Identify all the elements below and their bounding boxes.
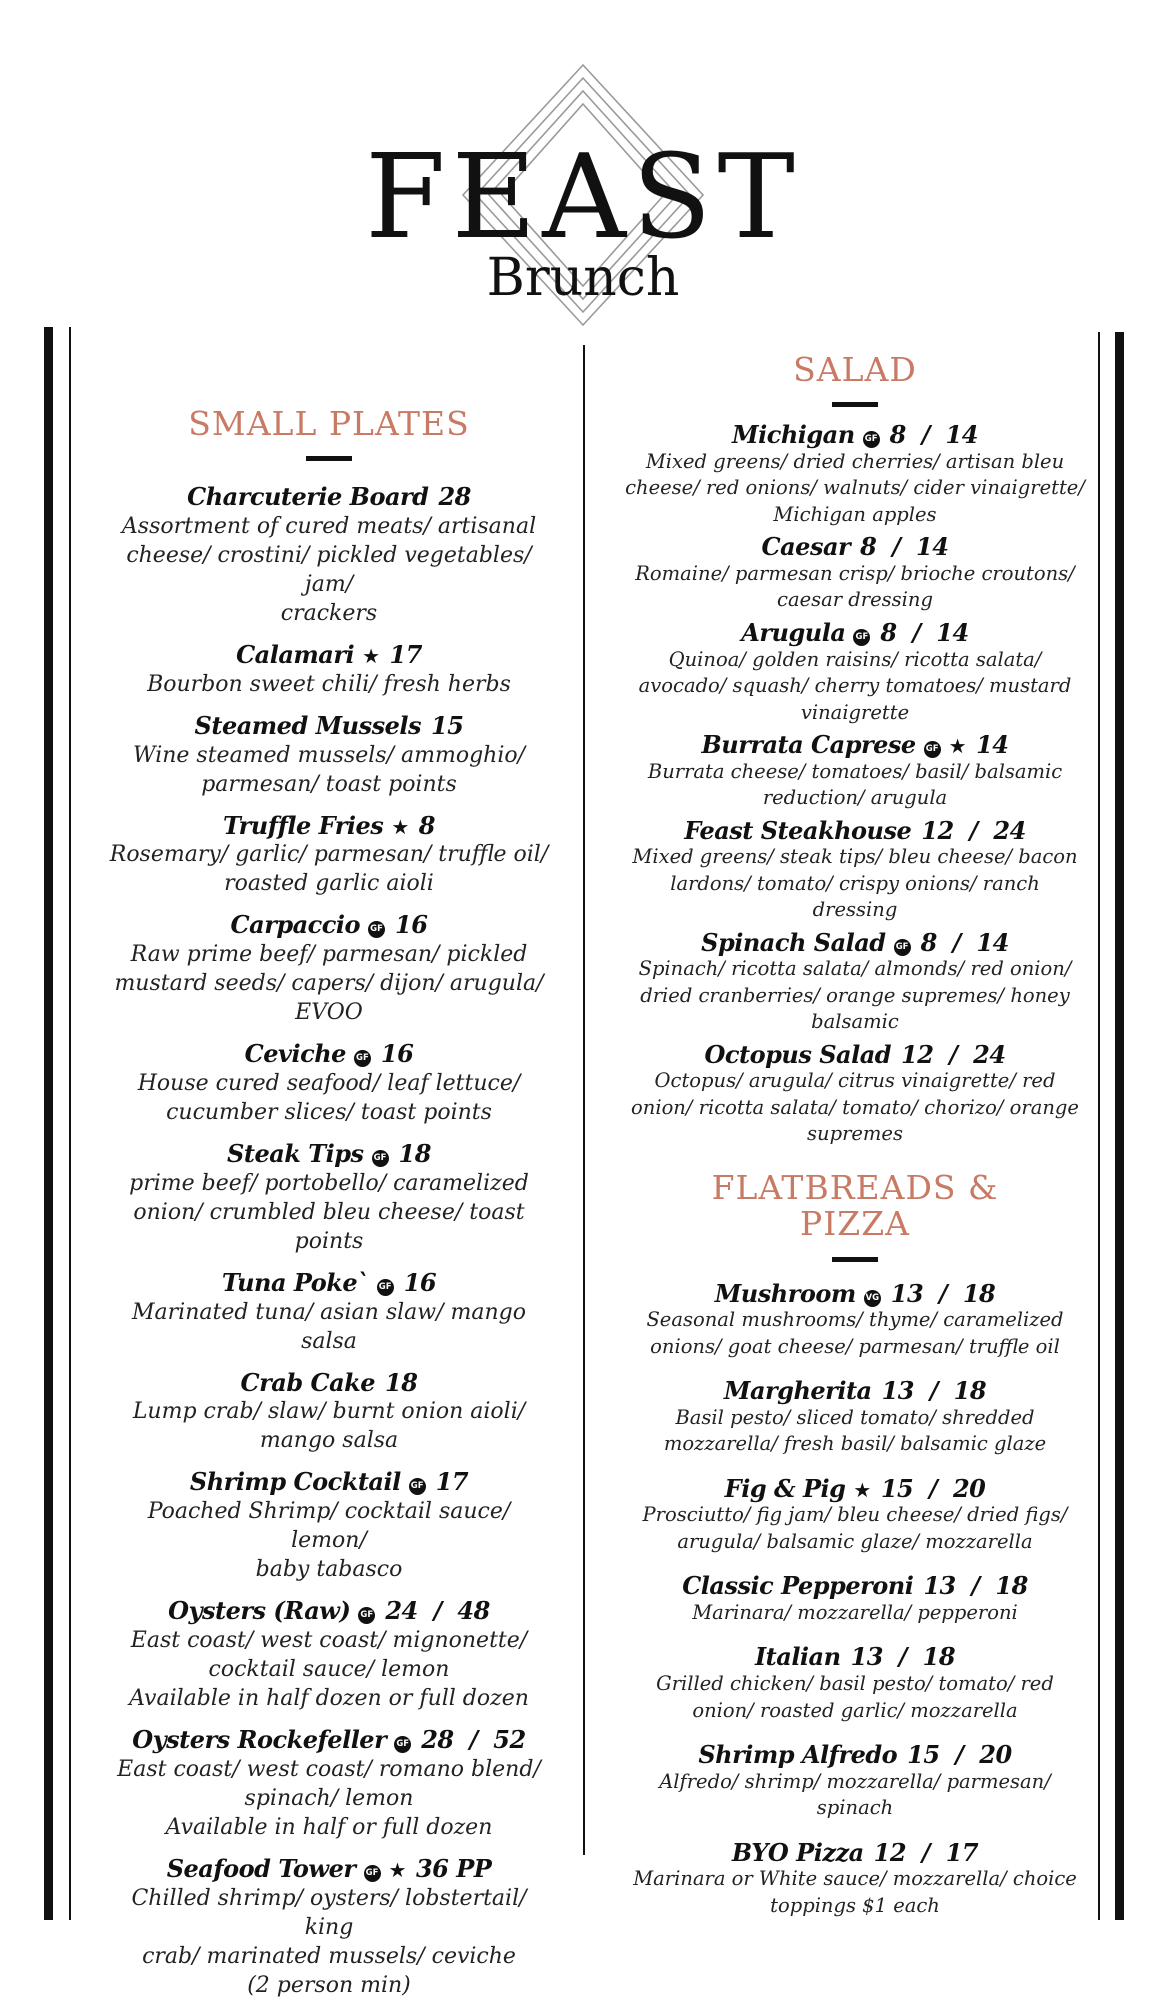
menu-item: [108, 483, 550, 628]
menu-item-price: 18: [398, 1139, 431, 1169]
menu-item-name: Shrimp Cocktail: [189, 1467, 401, 1497]
menu-item-name: Margherita: [723, 1376, 872, 1406]
menu-item-description: Seasonal mushrooms/ thyme/ caramelized: [646, 1308, 1064, 1332]
menu-item-price: 24 / 48: [385, 1596, 490, 1626]
menu-item: [620, 929, 1090, 1036]
gluten-free-badge-icon: GF: [394, 1736, 411, 1753]
menu-item: [108, 1040, 550, 1127]
menu-item-description: onion/ ricotta salata/ tomato/ chorizo/ orange: [631, 1095, 1079, 1119]
menu-item: [620, 1572, 1090, 1626]
menu-item: [108, 641, 550, 699]
menu-item-name: Italian: [754, 1642, 841, 1672]
salad-list: [620, 421, 1090, 1148]
menu-item-description: onion/ roasted garlic/ mozzarella: [692, 1698, 1018, 1722]
menu-item-heading: [620, 533, 1090, 561]
menu-item-price: 16: [380, 1039, 414, 1069]
menu-item-description: parmesan/ toast points: [201, 771, 457, 797]
menu-item-description: crackers: [280, 601, 378, 627]
menu-item: [108, 1597, 550, 1713]
menu-item-price: 13 / 18: [923, 1571, 1028, 1601]
menu-item-description: Alfredo/ shrimp/ mozzarella/ parmesan/: [659, 1769, 1051, 1793]
menu-item-description: lardons/ tomato/ crispy onions/ ranch: [670, 871, 1040, 895]
menu-item-description: Basil pesto/ sliced tomato/ shredded: [675, 1405, 1035, 1429]
gluten-free-badge-icon: GF: [377, 1279, 394, 1296]
menu-item-name: Steamed Mussels: [194, 710, 422, 740]
menu-item-description: Romaine/ parmesan crisp/ brioche croutons/: [635, 561, 1075, 585]
menu-item-name: Calamari: [236, 640, 355, 670]
gluten-free-badge-icon: GF: [358, 1607, 375, 1624]
star-icon: ★: [362, 644, 380, 669]
menu-item-description: Marinara/ mozzarella/ pepperoni: [692, 1600, 1018, 1624]
menu-item-name: Truffle Fries: [223, 810, 384, 840]
menu-item-description: onion/ crumbled bleu cheese/ toast points: [133, 1199, 525, 1254]
menu-item-price: 12 / 24: [921, 815, 1026, 845]
menu-item-description: Bourbon sweet chili/ fresh herbs: [147, 671, 511, 697]
menu-item-description: Octopus/ arugula/ citrus vinaigrette/ red: [654, 1069, 1056, 1093]
menu-item-description: Michigan apples: [773, 502, 937, 526]
menu-item-heading: [620, 619, 1090, 647]
menu-item-description: mozzarella/ fresh basil/ balsamic glaze: [663, 1432, 1047, 1456]
menu-item-heading: [620, 1839, 1090, 1867]
gluten-free-badge-icon: GF: [364, 1865, 381, 1882]
flatbreads-title: [620, 1167, 1090, 1244]
menu-item-price: 13 / 18: [890, 1278, 996, 1308]
menu-item-heading: [620, 1041, 1090, 1069]
menu-item-heading: [108, 1140, 550, 1169]
menu-subtitle: Brunch: [486, 248, 680, 308]
star-icon: ★: [391, 814, 409, 839]
menu-item-heading: [108, 712, 550, 741]
menu-item-name: Tuna Poke`: [221, 1267, 369, 1297]
menu-item-name: Charcuterie Board: [187, 482, 429, 512]
menu-item-name: Oysters (Raw): [168, 1596, 351, 1626]
menu-item-description: baby tabasco: [255, 1557, 403, 1583]
menu-item-description: Available in half or full dozen: [165, 1814, 493, 1840]
gluten-free-badge-icon: GF: [863, 431, 880, 448]
menu-item: [620, 1280, 1090, 1361]
menu-item-description: Wine steamed mussels/ ammoghio/: [132, 742, 526, 768]
menu-item-price: 14: [976, 730, 1009, 760]
menu-item-description: Raw prime beef/ parmesan/ pickled: [130, 942, 528, 968]
menu-item: [620, 619, 1090, 726]
gluten-free-badge-icon: GF: [354, 1050, 371, 1067]
menu-item-description: arugula/ balsamic glaze/ mozzarella: [677, 1529, 1033, 1553]
menu-item-price: 15: [431, 710, 464, 740]
section-underline: [832, 1257, 878, 1262]
menu-item-price: 28 / 52: [421, 1725, 526, 1755]
menu-item-heading: [620, 1475, 1090, 1503]
menu-item-description: Poached Shrimp/ cocktail sauce/ lemon/: [147, 1499, 511, 1554]
menu-item-heading: [620, 1377, 1090, 1405]
menu-item-price: 8 / 14: [860, 532, 949, 562]
menu-item-heading: [108, 483, 550, 512]
star-icon: ★: [853, 1477, 871, 1502]
menu-item-description: Rosemary/ garlic/ parmesan/ truffle oil/: [109, 842, 549, 868]
menu-item-heading: [620, 817, 1090, 845]
menu-item-description: Assortment of cured meats/ artisanal: [121, 514, 537, 540]
menu-item-heading: [108, 1597, 550, 1626]
menu-item-description: supremes: [807, 1122, 903, 1146]
menu-item-name: Crab Cake: [240, 1367, 376, 1397]
menu-item-description: EVOO: [295, 1000, 363, 1026]
menu-item: [620, 1377, 1090, 1458]
menu-item-heading: [108, 1855, 550, 1884]
menu-item-heading: [108, 1726, 550, 1755]
logo: [0, 0, 1166, 330]
menu-item-description: Marinated tuna/ asian slaw/ mango salsa: [132, 1299, 526, 1354]
menu-item-description: roasted garlic aioli: [224, 871, 434, 897]
menu-item-description: spinach: [816, 1796, 894, 1820]
right-border-thick: [1115, 332, 1124, 1920]
menu-item-heading: [620, 1280, 1090, 1308]
menu-item-name: Classic Pepperoni: [682, 1571, 914, 1601]
menu-item-description: onions/ goat cheese/ parmesan/ truffle oil: [650, 1334, 1060, 1358]
menu-item-heading: [108, 641, 550, 670]
star-icon: ★: [948, 734, 967, 759]
menu-item: [108, 1855, 550, 2000]
menu-item-name: Seafood Tower: [166, 1853, 356, 1883]
menu-item-name: Shrimp Alfredo: [698, 1740, 898, 1770]
salad-title: SALAD: [793, 350, 917, 389]
menu-item-description: Marinara or White sauce/ mozzarella/ choice: [633, 1867, 1077, 1891]
restaurant-name: FEAST: [365, 130, 801, 265]
menu-item-heading: [620, 1643, 1090, 1671]
gluten-free-badge-icon: GF: [894, 939, 911, 956]
menu-item: [108, 812, 550, 899]
menu-item-description: prime beef/ portobello/ caramelized: [129, 1170, 529, 1196]
right-column: [620, 352, 1090, 1936]
menu-item-description: crab/ marinated mussels/ ceviche: [142, 1943, 516, 1969]
menu-item-price: 28: [438, 482, 471, 512]
menu-item: [620, 1741, 1090, 1822]
menu-item-name: Steak Tips: [227, 1139, 364, 1169]
menu-item: [108, 911, 550, 1027]
menu-item: [620, 1041, 1090, 1148]
menu-item-description: toppings $1 each: [770, 1893, 940, 1917]
menu-item: [108, 712, 550, 799]
menu-item-description: Grilled chicken/ basil pesto/ tomato/ red: [656, 1672, 1054, 1696]
left-border-thin: [69, 327, 71, 1920]
menu-item-description: House cured seafood/ leaf lettuce/: [137, 1071, 521, 1097]
menu-item-description: Lump crab/ slaw/ burnt onion aioli/: [132, 1399, 526, 1425]
menu-item-price: 16: [395, 910, 428, 940]
menu-item: [620, 533, 1090, 614]
menu-item-description: East coast/ west coast/ mignonette/: [130, 1628, 528, 1654]
menu-item-description: Mixed greens/ steak tips/ bleu cheese/ bacon: [632, 845, 1078, 869]
left-border-thick: [44, 327, 53, 1920]
flatbreads-title-line1: FLATBREADS &: [711, 1167, 999, 1207]
menu-item-heading: [620, 421, 1090, 449]
menu-item-description: (2 person min): [247, 1972, 411, 1998]
menu-item: [108, 1726, 550, 1842]
menu-item-price: 8 / 14: [889, 420, 978, 450]
menu-item-heading: [108, 911, 550, 940]
gluten-free-badge-icon: GF: [372, 1150, 389, 1167]
menu-item-description: Spinach/ ricotta salata/ almonds/ red onion/: [638, 957, 1072, 981]
menu-item-price: 12 / 24: [901, 1039, 1006, 1069]
menu-item-price: 12 / 17: [873, 1837, 979, 1867]
menu-item-heading: [108, 1040, 550, 1069]
menu-item-heading: [620, 1572, 1090, 1600]
menu-item: [620, 421, 1090, 528]
menu-item-name: Arugula: [741, 617, 846, 647]
menu-item: [620, 1839, 1090, 1920]
vegetarian-badge-icon: VG: [864, 1290, 881, 1307]
menu-item-description: cheese/ crostini/ pickled vegetables/ jam/: [126, 543, 532, 598]
menu-item-description: cocktail sauce/ lemon: [208, 1657, 450, 1683]
menu-item-name: Spinach Salad: [701, 927, 886, 957]
star-icon: ★: [388, 1857, 406, 1882]
center-divider: [583, 345, 585, 1855]
menu-item-description: East coast/ west coast/ romano blend/: [117, 1756, 541, 1782]
menu-item-name: Oysters Rockefeller: [132, 1725, 387, 1755]
menu-item-heading: [620, 731, 1090, 759]
menu-item-heading: [108, 1369, 550, 1398]
menu-item-description: dressing: [812, 898, 898, 922]
menu-item-description: Burrata cheese/ tomatoes/ basil/ balsamic: [647, 759, 1063, 783]
menu-item-name: Michigan: [732, 420, 855, 450]
menu-item: [108, 1468, 550, 1584]
small-plates-column: [108, 406, 550, 2013]
menu-item-price: 8 / 14: [880, 617, 969, 647]
menu-item-name: Carpaccio: [230, 910, 361, 940]
menu-item-price: 13 / 18: [850, 1642, 956, 1672]
menu-item-description: dried cranberries/ orange supremes/ honey: [640, 983, 1070, 1007]
menu-item-description: cheese/ red onions/ walnuts/ cider vinaigrette/: [625, 476, 1085, 500]
right-border-thin: [1098, 332, 1100, 1920]
menu-item-description: mango salsa: [259, 1428, 399, 1454]
menu-item: [108, 1369, 550, 1456]
menu-item-description: Quinoa/ golden raisins/ ricotta salata/: [668, 647, 1042, 671]
menu-item: [620, 1475, 1090, 1556]
menu-item-name: Burrata Caprese: [701, 730, 916, 760]
menu-item-heading: [108, 1468, 550, 1497]
small-plates-list: [108, 483, 550, 1999]
menu-item-price: 17: [435, 1467, 469, 1497]
menu-item: [620, 817, 1090, 924]
menu-item-name: Ceviche: [244, 1039, 346, 1069]
menu-item-heading: [620, 929, 1090, 957]
menu-item-description: cucumber slices/ toast points: [166, 1100, 492, 1126]
menu-item-description: reduction/ arugula: [762, 786, 948, 810]
gluten-free-badge-icon: GF: [853, 629, 870, 646]
menu-item-description: avocado/ squash/ cherry tomatoes/ mustard: [638, 674, 1072, 698]
menu-item-price: 8 / 14: [920, 927, 1009, 957]
section-underline: [832, 402, 878, 407]
menu-item-price: 16: [403, 1267, 437, 1297]
menu-item-description: vinaigrette: [800, 700, 910, 724]
menu-item-name: Mushroom: [714, 1278, 856, 1308]
menu-item-description: spinach/ lemon: [244, 1785, 414, 1811]
menu-item-price: 17: [389, 640, 422, 670]
menu-item: [108, 1269, 550, 1356]
section-underline: [306, 456, 352, 461]
menu-item: [620, 1643, 1090, 1724]
menu-item-description: Available in half dozen or full dozen: [129, 1686, 529, 1712]
menu-item-description: Mixed greens/ dried cherries/ artisan bleu: [645, 449, 1065, 473]
menu-item-description: mustard seeds/ capers/ dijon/ arugula/: [114, 971, 544, 997]
menu-item-description: caesar dressing: [777, 588, 933, 612]
menu-item-price: 15 / 20: [880, 1473, 986, 1503]
menu-item-heading: [108, 1269, 550, 1298]
menu-item-name: Fig & Pig: [724, 1473, 846, 1503]
menu-item-price: 36 PP: [415, 1853, 492, 1883]
gluten-free-badge-icon: GF: [924, 741, 941, 758]
menu-item-name: Caesar: [761, 532, 851, 562]
menu-item-price: 8: [418, 810, 435, 840]
menu-item-price: 13 / 18: [881, 1376, 987, 1406]
menu-item-name: Feast Steakhouse: [684, 815, 912, 845]
small-plates-title: SMALL PLATES: [188, 404, 470, 443]
gluten-free-badge-icon: GF: [409, 1478, 426, 1495]
menu-item-name: BYO Pizza: [731, 1837, 864, 1867]
menu-item-price: 18: [385, 1367, 418, 1397]
menu-item-description: Prosciutto/ fig jam/ bleu cheese/ dried figs/: [642, 1503, 1068, 1527]
menu-item: [620, 731, 1090, 812]
menu-item-price: 15 / 20: [907, 1740, 1012, 1770]
menu-item: [108, 1140, 550, 1256]
menu-item-name: Octopus Salad: [704, 1039, 892, 1069]
flatbreads-title-line2: PIZZA: [800, 1204, 910, 1244]
menu-item-heading: [620, 1741, 1090, 1769]
gluten-free-badge-icon: GF: [368, 921, 385, 938]
menu-item-description: Chilled shrimp/ oysters/ lobstertail/ king: [131, 1885, 527, 1940]
menu-item-description: balsamic: [811, 1010, 899, 1034]
menu-item-heading: [108, 812, 550, 841]
flatbreads-list: [620, 1280, 1090, 1920]
